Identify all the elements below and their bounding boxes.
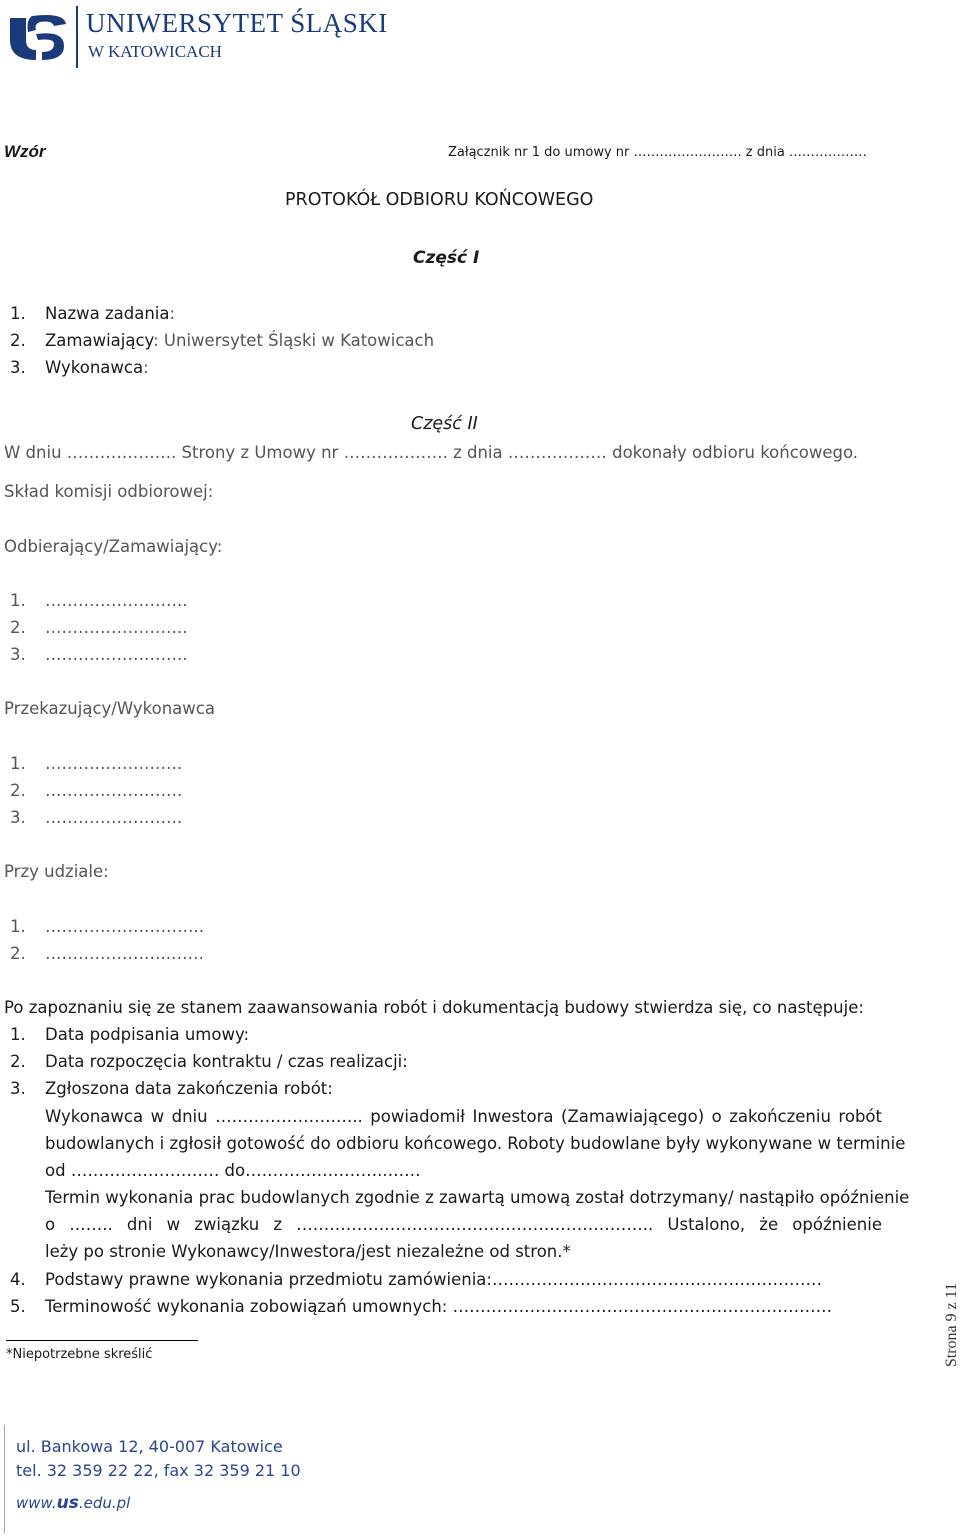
footer-website: [16, 1493, 130, 1513]
paragraph-line: budowlanych i zgłosił gotowość do odbioru końcowego. Roboty budowlane były wykonywane w terminie: [45, 1134, 906, 1153]
part2-intro: W dniu ……………….. Strony z Umowy nr ………………. z dnia ……………… dokonały odbioru końcowego.: [4, 443, 859, 462]
paragraph-line: od ……………………… do……………………..……: [45, 1161, 421, 1180]
item-number: 1.: [10, 754, 26, 773]
item-number: 3.: [10, 1079, 26, 1098]
item-text: Data podpisania umowy:: [45, 1025, 250, 1044]
item-number: 2.: [10, 1052, 26, 1071]
document-title: PROTOKÓŁ ODBIORU KOŃCOWEGO: [285, 190, 594, 210]
footnote-rule: [6, 1340, 198, 1341]
blank-line: ………………………..: [45, 917, 204, 936]
field-value: :: [143, 358, 149, 377]
findings-intro: Po zapoznaniu się ze stanem zaawansowania robót i dokumentacją budowy stwierdza się, co następuje:: [4, 998, 864, 1017]
footnote: *Niepotrzebne skreślić: [6, 1347, 153, 1362]
item-number: 3.: [10, 808, 26, 827]
blank-line: ……………………..: [45, 645, 188, 664]
item-text: Podstawy prawne wykonania przedmiotu zamówienia:……………………………………………………: [45, 1270, 822, 1289]
footer-rule: [4, 1425, 5, 1533]
item-text: Data rozpoczęcia kontraktu / czas realizacji:: [45, 1052, 408, 1071]
paragraph-line: o …….. dni w związku z ……………………………………………………….. Ustalono, że opóźnienie: [45, 1215, 882, 1234]
university-city: W KATOWICACH: [88, 42, 222, 61]
item-text: Terminowość wykonania zobowiązań umownych: ……………………………………………………………: [45, 1297, 833, 1316]
field-label-task-name: Nazwa zadania: [45, 304, 170, 323]
receiving-label: Odbierający/Zamawiający:: [4, 537, 223, 556]
footer-address: ul. Bankowa 12, 40-007 Katowice: [16, 1437, 283, 1456]
blank-line: …………………….: [45, 781, 183, 800]
field-value: : Uniwersytet Śląski w Katowicach: [153, 331, 435, 350]
wzor-label: Wzór: [4, 142, 46, 161]
item-number: 1.: [10, 917, 26, 936]
item-number: 1.: [10, 1025, 26, 1044]
blank-line: …………………….: [45, 808, 183, 827]
blank-line: …………………….: [45, 754, 183, 773]
item-number: 5.: [10, 1297, 26, 1316]
paragraph-line: Termin wykonania prac budowlanych zgodnie z zawartą umową został dotrzymany/ nastąpiło opóźnienie: [45, 1188, 910, 1207]
footer-phone: tel. 32 359 22 22, fax 32 359 21 10: [16, 1461, 301, 1480]
annex-reference: Załącznik nr 1 do umowy nr ……………………. z dnia ………………: [448, 145, 867, 160]
university-emblem-icon: [6, 10, 68, 62]
item-number: 3.: [10, 358, 26, 377]
item-number: 2.: [10, 331, 26, 350]
website-us: us: [56, 1493, 79, 1513]
item-number: 1.: [10, 304, 26, 323]
part1-heading: Część I: [413, 248, 480, 268]
field-label-contractor: Wykonawca: [45, 358, 144, 377]
item-number: 1.: [10, 591, 26, 610]
paragraph-line: Wykonawca w dniu ………………….….. powiadomił Inwestora (Zamawiającego) o zakończeniu robót: [45, 1107, 882, 1126]
handing-label: Przekazujący/Wykonawca: [4, 699, 215, 718]
blank-line: ……………………..: [45, 591, 188, 610]
logo-divider: [76, 6, 78, 68]
field-value: :: [169, 304, 176, 323]
university-logo: [6, 6, 388, 68]
blank-line: ……………………..: [45, 618, 188, 637]
university-name: UNIWERSYTET ŚLĄSKI: [86, 8, 388, 38]
item-number: 2.: [10, 618, 26, 637]
item-number: 2.: [10, 781, 26, 800]
blank-line: …………………..……: [45, 944, 204, 963]
commission-label: Skład komisji odbiorowej:: [4, 482, 214, 501]
item-number: 4.: [10, 1270, 26, 1289]
item-number: 3.: [10, 645, 26, 664]
website-prefix: www.: [16, 1494, 57, 1512]
part2-heading: Część II: [411, 414, 478, 434]
website-suffix: .edu.pl: [78, 1494, 131, 1512]
paragraph-line: leży po stronie Wykonawcy/Inwestora/jest niezależne od stron.*: [45, 1242, 571, 1261]
field-label-client: Zamawiający: [45, 331, 154, 350]
page-number: Strona 9 z 11: [943, 1282, 960, 1368]
attending-label: Przy udziale:: [4, 862, 109, 881]
item-text: Zgłoszona data zakończenia robót:: [45, 1079, 333, 1098]
item-number: 2.: [10, 944, 26, 963]
